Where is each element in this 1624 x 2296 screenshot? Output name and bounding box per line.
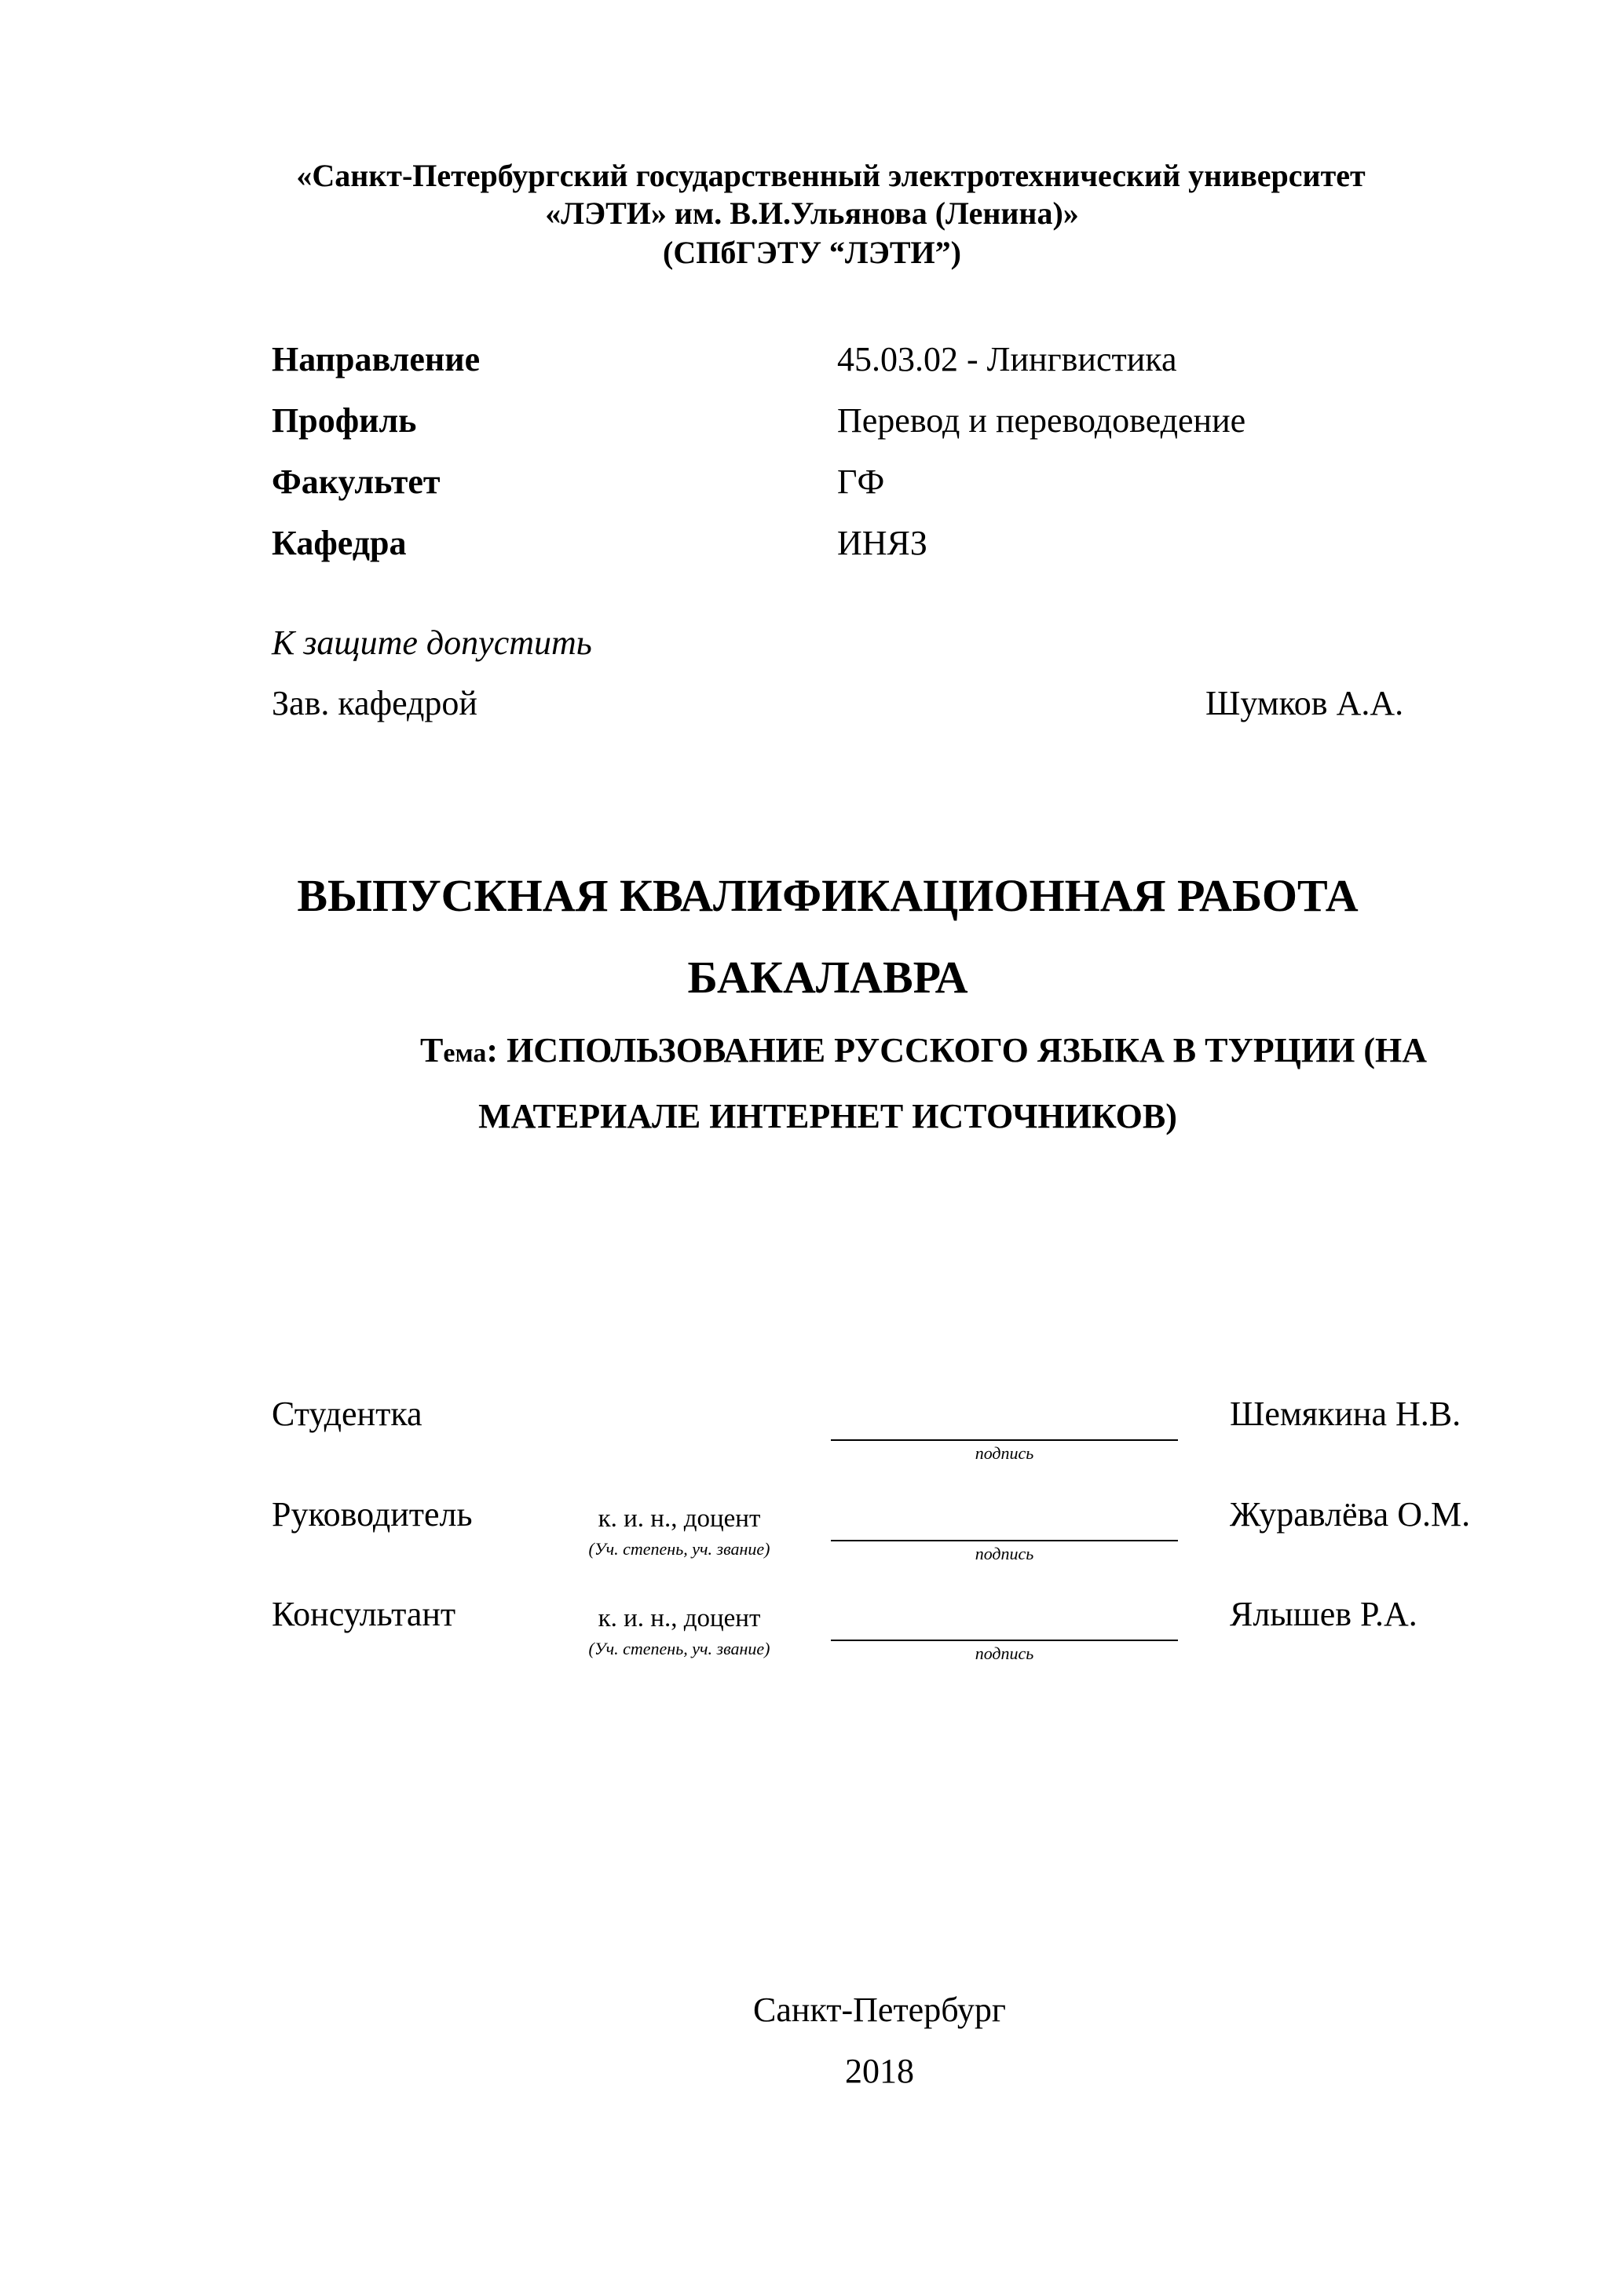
topic-colon: : xyxy=(486,1031,499,1069)
admission-heading: К защите допустить xyxy=(272,623,592,662)
topic-line1 xyxy=(112,1027,1624,1077)
topic-text-line2: МАТЕРИАЛЕ ИНТЕРНЕТ ИСТОЧНИКОВ) xyxy=(478,1097,1177,1135)
work-title-line2: БАКАЛАВРА xyxy=(687,952,968,1003)
topic-label-rest: ема xyxy=(443,1039,487,1068)
topic-text-line1: ИСПОЛЬЗОВАНИЕ РУССКОГО ЯЗЫКА В ТУРЦИИ (НА xyxy=(507,1031,1427,1069)
supervisor-degree: к. и. н., доцент xyxy=(598,1504,761,1533)
consultant-degree: к. и. н., доцент xyxy=(598,1604,761,1632)
student-role: Студентка xyxy=(272,1395,422,1433)
university-name-line2: «ЛЭТИ» им. В.И.Ульянова (Ленина)» xyxy=(545,196,1079,231)
head-of-department-role: Зав. кафедрой xyxy=(272,684,477,722)
footer-year: 2018 xyxy=(845,2052,914,2090)
consultant-degree-caption: (Уч. степень, уч. звание) xyxy=(588,1639,770,1658)
work-title-line1: ВЫПУСКНАЯ КВАЛИФИКАЦИОННАЯ РАБОТА xyxy=(297,870,1359,921)
faculty-value: ГФ xyxy=(837,462,885,501)
department-value: ИНЯЗ xyxy=(837,524,927,562)
supervisor-name: Журавлёва О.М. xyxy=(1230,1495,1471,1534)
supervisor-signature-line xyxy=(831,1540,1178,1541)
profile-value: Перевод и переводоведение xyxy=(837,401,1246,440)
consultant-name: Ялышев Р.А. xyxy=(1230,1595,1417,1633)
consultant-signature-caption: подпись xyxy=(975,1643,1034,1663)
university-name-line1: «Санкт-Петербургский государственный электротехнический университет xyxy=(296,158,1366,193)
footer-city: Санкт-Петербург xyxy=(753,1991,1006,2029)
university-abbreviation: (СПбГЭТУ “ЛЭТИ”) xyxy=(663,235,961,270)
head-of-department-name: Шумков А.А. xyxy=(1205,684,1404,722)
profile-label: Профиль xyxy=(272,401,417,440)
supervisor-signature-caption: подпись xyxy=(975,1544,1034,1563)
consultant-role: Консультант xyxy=(272,1595,456,1633)
consultant-signature-line xyxy=(831,1640,1178,1641)
department-label: Кафедра xyxy=(272,524,407,562)
faculty-label: Факультет xyxy=(272,462,441,501)
topic-label-first: Т xyxy=(420,1031,444,1069)
student-signature-line xyxy=(831,1439,1178,1441)
supervisor-role: Руководитель xyxy=(272,1495,473,1534)
direction-label: Направление xyxy=(272,340,481,378)
student-name: Шемякина Н.В. xyxy=(1230,1395,1461,1433)
direction-value: 45.03.02 - Лингвистика xyxy=(837,340,1177,378)
supervisor-degree-caption: (Уч. степень, уч. звание) xyxy=(588,1539,770,1559)
student-signature-caption: подпись xyxy=(975,1443,1034,1463)
